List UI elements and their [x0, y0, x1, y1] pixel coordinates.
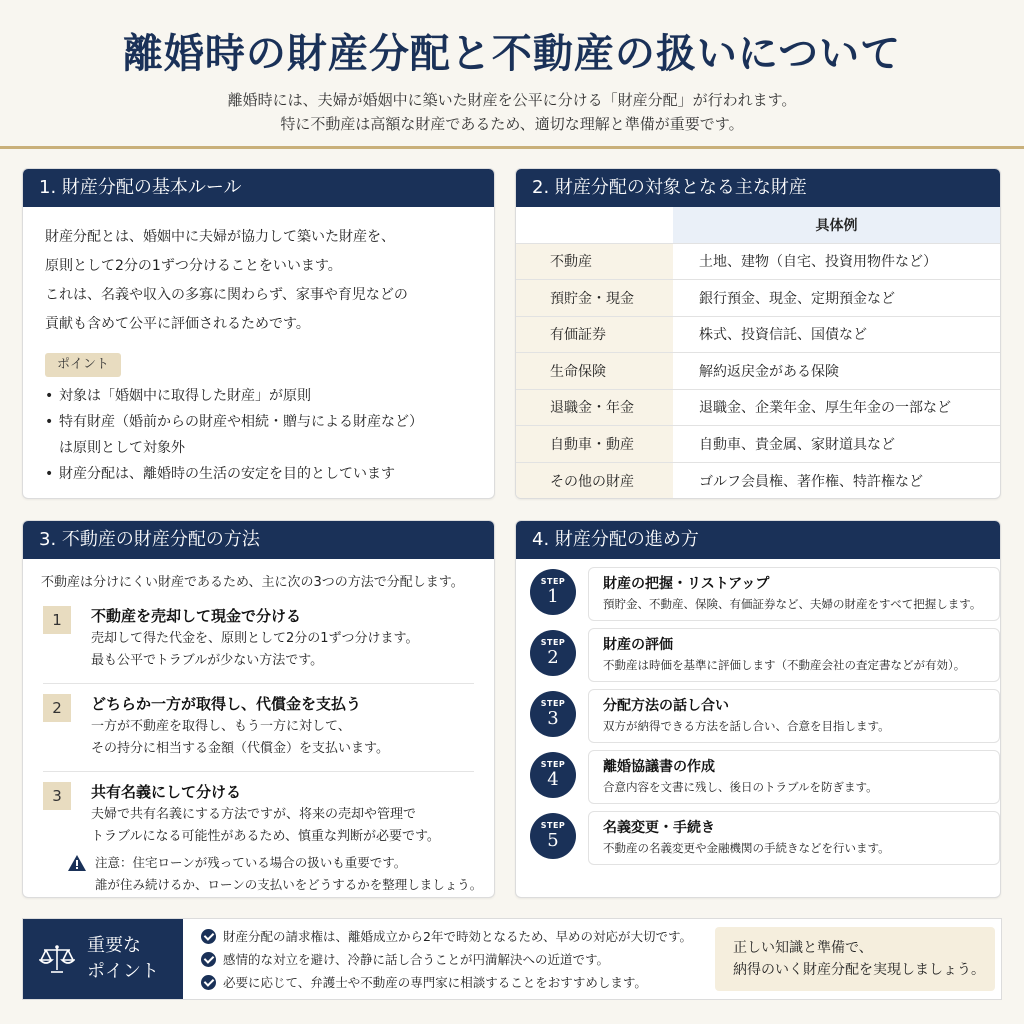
bullet-item: • 財産分配は、離婚時の生活の安定を目的としています [45, 461, 472, 487]
step-title: 名義変更・手続き [603, 820, 715, 836]
table-row [516, 462, 1000, 499]
important-label [23, 919, 183, 999]
table-row [516, 280, 1000, 317]
asset-example: 自動車、貴金属、家財道具など [673, 426, 1000, 463]
check-icon [201, 929, 216, 944]
method-desc: 夫婦で共有名義にする方法ですが、将来の売却や管理で [91, 807, 417, 822]
step-badge [530, 813, 576, 859]
important-label-line: ポイント [87, 961, 159, 982]
important-item-text: 必要に応じて、弁護士や不動産の専門家に相談することをおすすめします。 [223, 975, 647, 990]
step-number: 3 [547, 708, 559, 729]
step-badge [530, 752, 576, 798]
asset-category: 自動車・動産 [516, 426, 673, 463]
section-asset-types [515, 168, 1001, 499]
important-points-box [22, 918, 1002, 1000]
step-number: 1 [547, 586, 559, 607]
step-title: 財産の把握・リストアップ [603, 576, 770, 592]
method-desc: 最も公平でトラブルが少ない方法です。 [91, 653, 324, 668]
step-card [588, 811, 1000, 865]
scale-icon [39, 943, 75, 975]
step-item [530, 689, 988, 743]
step-desc: 合意内容を文書に残し、後日のトラブルを防ぎます。 [603, 780, 878, 794]
closing-message [715, 927, 995, 991]
paragraph-line: 貢献も含めて公平に評価されるためです。 [45, 316, 310, 332]
section-asset-types-title: 2. 財産分配の対象となる主な財産 [516, 169, 1000, 207]
step-item [530, 811, 988, 865]
paragraph-line: これは、名義や収入の多寡に関わらず、家事や育児などの [45, 287, 408, 303]
important-label-text [87, 933, 159, 985]
page-title: 離婚時の財産分配と不動産の扱いについて [122, 30, 902, 77]
table-row [516, 353, 1000, 390]
basic-rules-paragraph [45, 223, 472, 339]
table-header-row [516, 207, 1000, 243]
bullet-item: • 対象は「婚姻中に取得した財産」が原則 [45, 383, 472, 409]
important-item [201, 971, 692, 994]
method-title: 共有名義にして分ける [91, 783, 242, 801]
table-header-examples: 具体例 [673, 207, 1000, 243]
important-item [201, 948, 692, 971]
step-badge [530, 569, 576, 615]
section-real-estate-methods [22, 520, 495, 898]
asset-example: 銀行預金、現金、定期預金など [673, 280, 1000, 317]
section-process-steps [515, 520, 1001, 898]
methods-intro: 不動産は分けにくい財産であるため、主に次の3つの方法で分配します。 [41, 575, 464, 590]
loan-note [67, 852, 494, 896]
note-line: 注意：住宅ローンが残っている場合の扱いも重要です。 [95, 855, 407, 870]
method-item [43, 692, 474, 772]
asset-category: その他の財産 [516, 462, 673, 499]
section-real-estate-methods-title: 3. 不動産の財産分配の方法 [23, 521, 494, 559]
method-item [43, 604, 474, 684]
section-basic-rules [22, 168, 495, 499]
table-row [516, 243, 1000, 280]
asset-category: 生命保険 [516, 353, 673, 390]
closing-line: 納得のいく財産分配を実現しましょう。 [733, 962, 985, 978]
bullet-continuation-text: は原則として対象外 [59, 440, 185, 456]
table-row [516, 316, 1000, 353]
step-card [588, 567, 1000, 621]
method-desc: その持分に相当する金額（代償金）を支払います。 [91, 741, 389, 756]
step-title: 分配方法の話し合い [603, 698, 729, 714]
method-item [43, 780, 474, 848]
important-item-text: 感情的な対立を避け、冷静に話し合うことが円満解決への近道です。 [223, 952, 610, 967]
asset-example: 株式、投資信託、国債など [673, 316, 1000, 353]
important-item-text: 財産分配の請求権は、離婚成立から2年で時効となるため、早めの対応が大切です。 [223, 929, 692, 944]
step-label: STEP [540, 638, 566, 647]
table-row [516, 426, 1000, 463]
step-card [588, 750, 1000, 804]
method-number: 1 [43, 606, 71, 634]
closing-line: 正しい知識と準備で、 [733, 940, 873, 956]
asset-category: 有価証券 [516, 316, 673, 353]
asset-example: ゴルフ会員権、著作権、特許権など [673, 462, 1000, 499]
check-icon [201, 975, 216, 990]
table-row [516, 389, 1000, 426]
paragraph-line: 原則として2分の1ずつ分けることをいいます。 [45, 258, 342, 274]
important-item [201, 925, 692, 948]
important-label-line: 重要な [87, 935, 141, 956]
step-card [588, 689, 1000, 743]
step-item [530, 628, 988, 682]
important-list [201, 925, 692, 994]
asset-example: 退職金、企業年金、厚生年金の一部など [673, 389, 1000, 426]
step-desc: 双方が納得できる方法を話し合い、合意を目指します。 [603, 719, 890, 733]
step-badge [530, 630, 576, 676]
method-number: 3 [43, 782, 71, 810]
page-subtitle-line2: 特に不動産は高額な財産であるため、適切な理解と準備が重要です。 [280, 115, 744, 133]
note-line: 誰が住み続けるか、ローンの支払いをどうするかを整理しましょう。 [95, 877, 483, 892]
step-label: STEP [540, 699, 566, 708]
asset-example: 土地、建物（自宅、投資用物件など） [673, 243, 1000, 280]
paragraph-line: 財産分配とは、婚姻中に夫婦が協力して築いた財産を、 [45, 229, 395, 245]
step-title: 離婚協議書の作成 [603, 759, 715, 775]
asset-table [516, 207, 1000, 499]
table-header-blank [516, 207, 673, 243]
step-label: STEP [540, 760, 566, 769]
method-desc: 一方が不動産を取得し、もう一方に対して、 [91, 719, 351, 734]
section-basic-rules-title: 1. 財産分配の基本ルール [23, 169, 494, 207]
bullet-item: • 特有財産（婚前からの財産や相続・贈与による財産など） [45, 409, 472, 435]
bullet-item-continuation [45, 435, 472, 461]
header-divider [0, 146, 1024, 149]
step-badge [530, 691, 576, 737]
step-number: 4 [547, 769, 559, 790]
method-title: 不動産を売却して現金で分ける [91, 607, 302, 625]
asset-example: 解約返戻金がある保険 [673, 353, 1000, 390]
step-item [530, 750, 988, 804]
page-header [0, 0, 1024, 148]
method-number: 2 [43, 694, 71, 722]
step-desc: 不動産の名義変更や金融機関の手続きなどを行います。 [603, 841, 890, 855]
warning-icon [67, 854, 87, 872]
step-card [588, 628, 1000, 682]
asset-category: 不動産 [516, 243, 673, 280]
step-item [530, 567, 988, 621]
asset-category: 退職金・年金 [516, 389, 673, 426]
page-subtitle-line1: 離婚時には、夫婦が婚姻中に築いた財産を公平に分ける「財産分配」が行われます。 [227, 91, 797, 109]
step-title: 財産の評価 [603, 637, 673, 653]
point-bullet-list [45, 383, 472, 487]
step-desc: 不動産は時価を基準に評価します（不動産会社の査定書などが有効）。 [603, 658, 966, 672]
asset-category: 預貯金・現金 [516, 280, 673, 317]
method-desc: トラブルになる可能性があるため、慎重な判断が必要です。 [91, 829, 440, 844]
method-title: どちらか一方が取得し、代償金を支払う [91, 695, 362, 713]
section-process-steps-title: 4. 財産分配の進め方 [516, 521, 1000, 559]
check-icon [201, 952, 216, 967]
step-number: 5 [547, 830, 559, 851]
step-label: STEP [540, 577, 566, 586]
method-desc: 売却して得た代金を、原則として2分の1ずつ分けます。 [91, 631, 419, 646]
point-badge: ポイント [45, 353, 121, 377]
step-label: STEP [540, 821, 566, 830]
step-number: 2 [547, 647, 559, 668]
step-desc: 預貯金、不動産、保険、有価証券など、夫婦の財産をすべて把握します。 [603, 597, 982, 611]
